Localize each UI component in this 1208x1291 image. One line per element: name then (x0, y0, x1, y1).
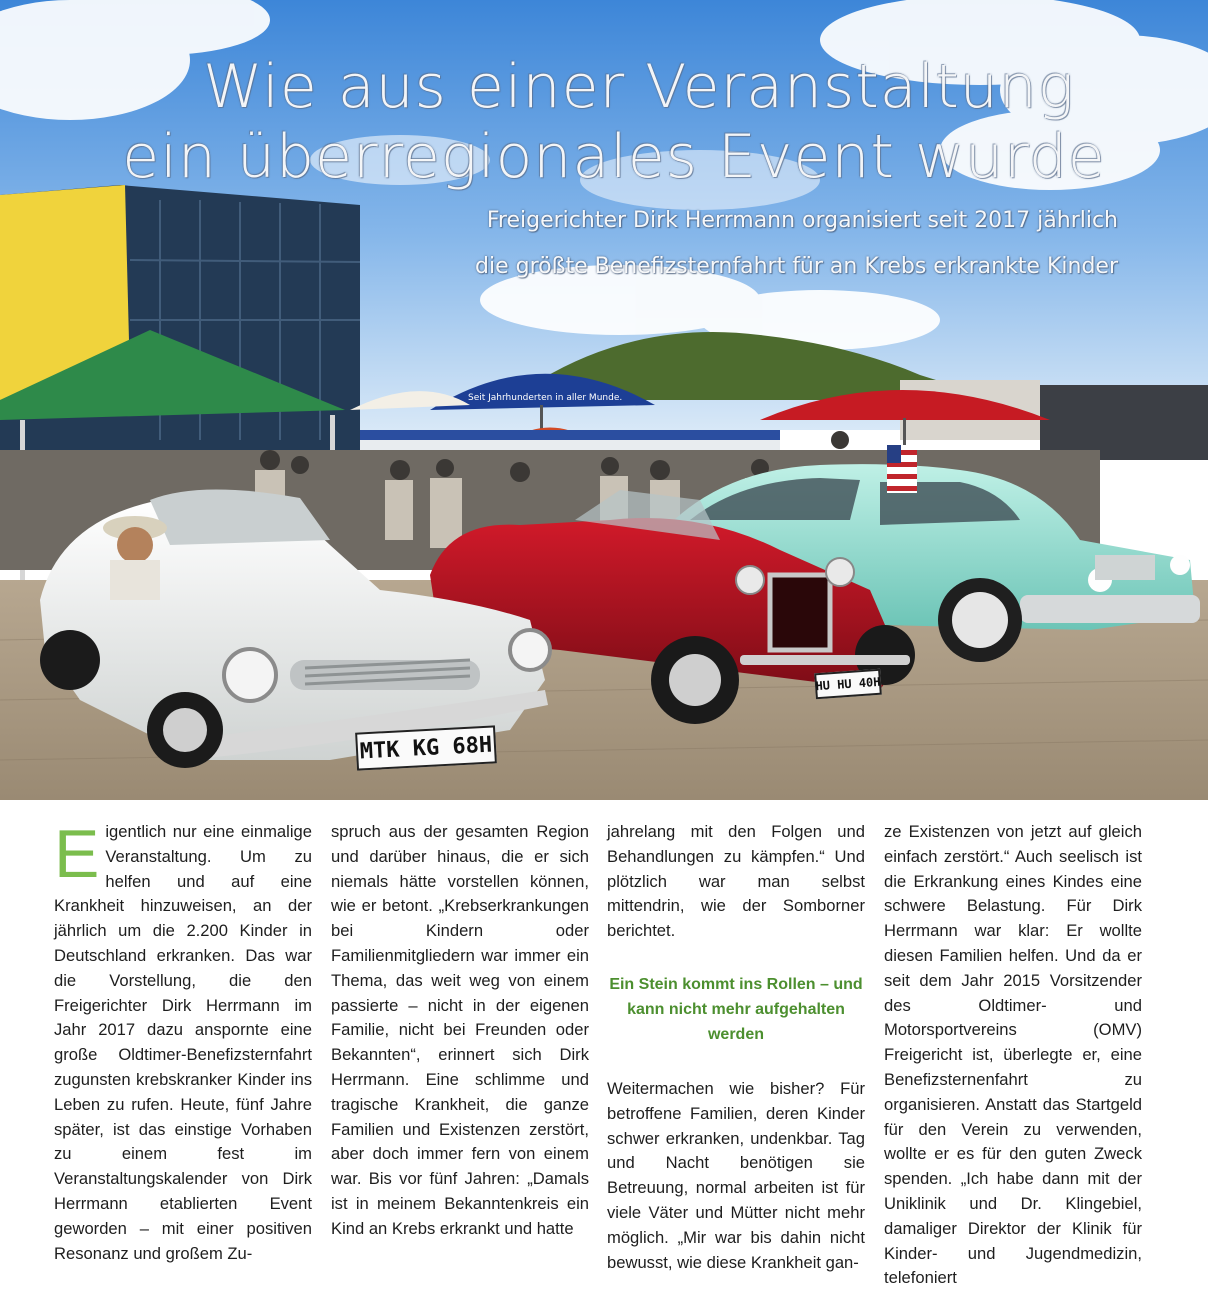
subheadline-line-2: die größte Benefizsternfahrt für an Krebs erkrankte Kinder (475, 254, 1118, 279)
subheadline-line-1: Freigerichter Dirk Herrmann organisiert seit 2017 jährlich (486, 208, 1118, 233)
article-column-3 (607, 820, 865, 1275)
us-flag (887, 445, 917, 493)
license-plate-red-car: HU HU 40H (814, 669, 882, 700)
building-right (1040, 385, 1208, 460)
column-4-text: ze Existenzen von jetzt auf gleich einfach zerstört.“ Auch seelisch ist die Erkrankung eines Kindes eine schwere Belastung. Für Dirk Herrmann war klar: Er wollte diesen Familien helfen. Und da er seit dem Jahr 2015 Vorsitzender des Oldtimer- und Motorsportvereins (OMV) Freigericht ist, überlegte er, eine Benefizsternenfahrt zu organisieren. Anstatt das Startgeld für den Verein zu verwenden, wollte er es für den guten Zweck spenden. „Ich habe dann mit der Uniklinik und Dr. Klingebiel, damaliger Direktor der Klinik für Kinder- und Jugendmedizin, telefoniert (884, 822, 1142, 1288)
column-3-intro: jahrelang mit den Folgen und Behandlungen zu kämpfen.“ Und plötzlich war man selbst mittendrin, wie der Somborner berichtet. (607, 822, 865, 941)
section-subheading: Ein Stein kommt ins Rollen – und kann nicht mehr aufgehalten werden (609, 975, 863, 1043)
license-plate-white-car: MTK KG 68H (355, 725, 497, 770)
headline-line-2: ein überregionales Event wurde (122, 122, 1106, 192)
column-1-text: igentlich nur eine einmalige Veranstaltung. Um zu helfen und auf eine Krankheit hinzuweisen, an der jährlich um die 2.200 Kinder in Deutschland erkranken. Das war die Vorstellung, die den Freigerichter Dirk Herrmann im Jahr 2017 dazu anspornte eine große Oldtimer-Benefizsternfahrt zugunsten krebskranker Kinder ins Leben zu rufen. Heute, fünf Jahre später, ist das einstige Vorhaben zu einem fest im Veranstaltungskalender von Dirk Herrmann etablierten Event geworden – mit einer positiven Resonanz und großem Zu- (54, 822, 312, 1263)
umbrella-slogan: Seit Jahrhunderten in aller Munde. (468, 393, 623, 403)
article-body (0, 800, 1208, 1288)
article-column-2 (331, 820, 589, 1242)
dropcap: E (54, 816, 100, 892)
article-column-4 (884, 820, 1142, 1291)
column-3-text: Weitermachen wie bisher? Für betroffene Familien, deren Kinder schwer erkranken, undenkbar. Tag und Nacht benötigen sie Betreuung, normal arbeiten ist für viele Väter und Mütter nicht mehr möglich. „Mir war bis dahin nicht bewusst, wie diese Krankheit gan- (607, 1078, 865, 1272)
article-column-1 (54, 816, 312, 1266)
headline-line-1: Wie aus einer Veranstaltung (203, 52, 1075, 122)
column-2-text: spruch aus der gesamten Region und darüber hinaus, die er sich niemals hätte vorstellen können, wie er betont. „Krebserkrankungen bei Kindern oder Familienmitgliedern war immer ein Thema, das weit weg von einem passierte – nicht in der eigenen Familie, nicht bei Freunden oder Bekannten“, erinnert sich Dirk Herrmann. Eine schlimme und tragische Krankheit, die ganze Familien und Existenzen zerstört, aber doch immer fern von einem war. Bis vor fünf Jahren: „Damals ist in meinem Bekanntenkreis ein Kind an Krebs erkrankt und hatte (331, 822, 589, 1238)
